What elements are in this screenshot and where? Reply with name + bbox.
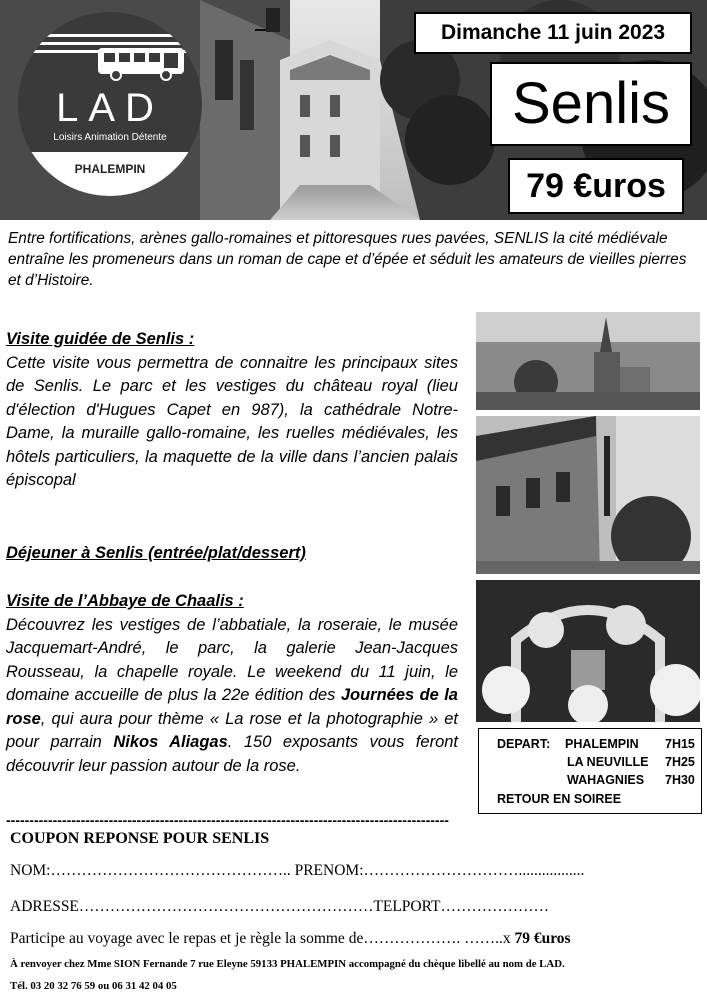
logo-town: PHALEMPIN [74,162,146,176]
nom-prenom-field: NOM:……………………………………….. PRENOM:…………………………................. [10,862,585,879]
visite-chaalis-text-a: Découvrez les vestiges de l’abbatiale, la roseraie, le musée Jacquemart-André, le parc, la galerie Jean-Jacques Rousseau, la chapelle royale. Le weekend du 11 juin, le domaine accueille de plus la 22e édition des [6,615,458,704]
participe-amount: 79 €uros [514,930,571,947]
depart-label: DEPART: [497,737,551,751]
price-box: 79 €uros [508,158,684,214]
retour-text: RETOUR EN SOIREE [497,792,622,806]
date-box: Dimanche 11 juin 2023 [414,12,692,54]
roseraie-photo [476,580,700,722]
visite-chaalis-text-b: , qui aura pour thème « La rose et la photographie » et pour parrain [6,709,458,751]
participe-text: Participe au voyage avec le repas et je règle la somme de………………. ……..x [10,930,515,947]
intro-paragraph: Entre fortifications, arènes gallo-romaines et pittoresques rues pavées, SENLIS la cité médiévale entraîne les promeneurs dans un roman de cape et d’épée et séduit les amateurs de vieilles pierres et d’Histoire. [8,230,687,289]
depart-stop-time: 7H15 [665,737,695,751]
dejeuner-section [6,542,458,566]
city-title: Senlis [490,62,692,146]
coupon-separator: ----------------------------------------------------------------------------------------------- [6,812,449,828]
bus-icon [96,44,188,82]
coupon-title: COUPON REPONSE POUR SENLIS [10,830,270,847]
cathedral-photo [476,312,700,410]
depart-stop-time: 7H30 [665,773,695,787]
visite-chaalis-heading: Visite de l’Abbaye de Chaalis : [6,592,244,610]
visite-chaalis-section [6,590,458,778]
street-houses-photo [476,416,700,574]
visite-senlis-section [6,328,458,493]
adresse-telport-field: ADRESSE…………………………………………………TELPORT………………… [10,898,549,915]
participe-line [10,930,571,948]
visite-senlis-text: Cette visite vous permettra de connaitre les principaux sites de Senlis. Le parc et les vestiges du château royal (lieu d'élection d'Hugues Capet en 987), la cathédrale Notre-Dame, la muraille gallo-romaine, les ruelles médiévales, les hôtels particuliers, la maquette de la ville dans l’ancien palais épiscopal [6,353,458,489]
contact-phone: Tél. 03 20 32 76 59 ou 06 31 42 04 05 [10,980,177,992]
renvoyer-instructions: À renvoyer chez Mme SION Fernande 7 rue Eleyne 59133 PHALEMPIN accompagné du chèque libellé au nom de LAD. [10,958,565,970]
logo-name: LAD [56,86,164,130]
depart-stop-name: PHALEMPIN [565,737,639,751]
lad-logo [18,12,202,196]
depart-stop-name: WAHAGNIES [567,773,645,787]
depart-stop-time: 7H25 [665,755,695,769]
dejeuner-heading: Déjeuner à Senlis (entrée/plat/dessert) [6,544,306,562]
depart-stop-name: LA NEUVILLE [567,755,649,769]
journees-rose: Journées de la rose [6,686,458,728]
parrain-name: Nikos Aliagas [113,733,228,751]
depart-info-box [478,728,702,814]
visite-chaalis-text-c: . 150 exposants vous feront découvrir leur passion autour de la rose. [6,733,459,775]
visite-senlis-heading: Visite guidée de Senlis : [6,330,195,348]
logo-tagline: Loisirs Animation Détente [53,132,167,143]
